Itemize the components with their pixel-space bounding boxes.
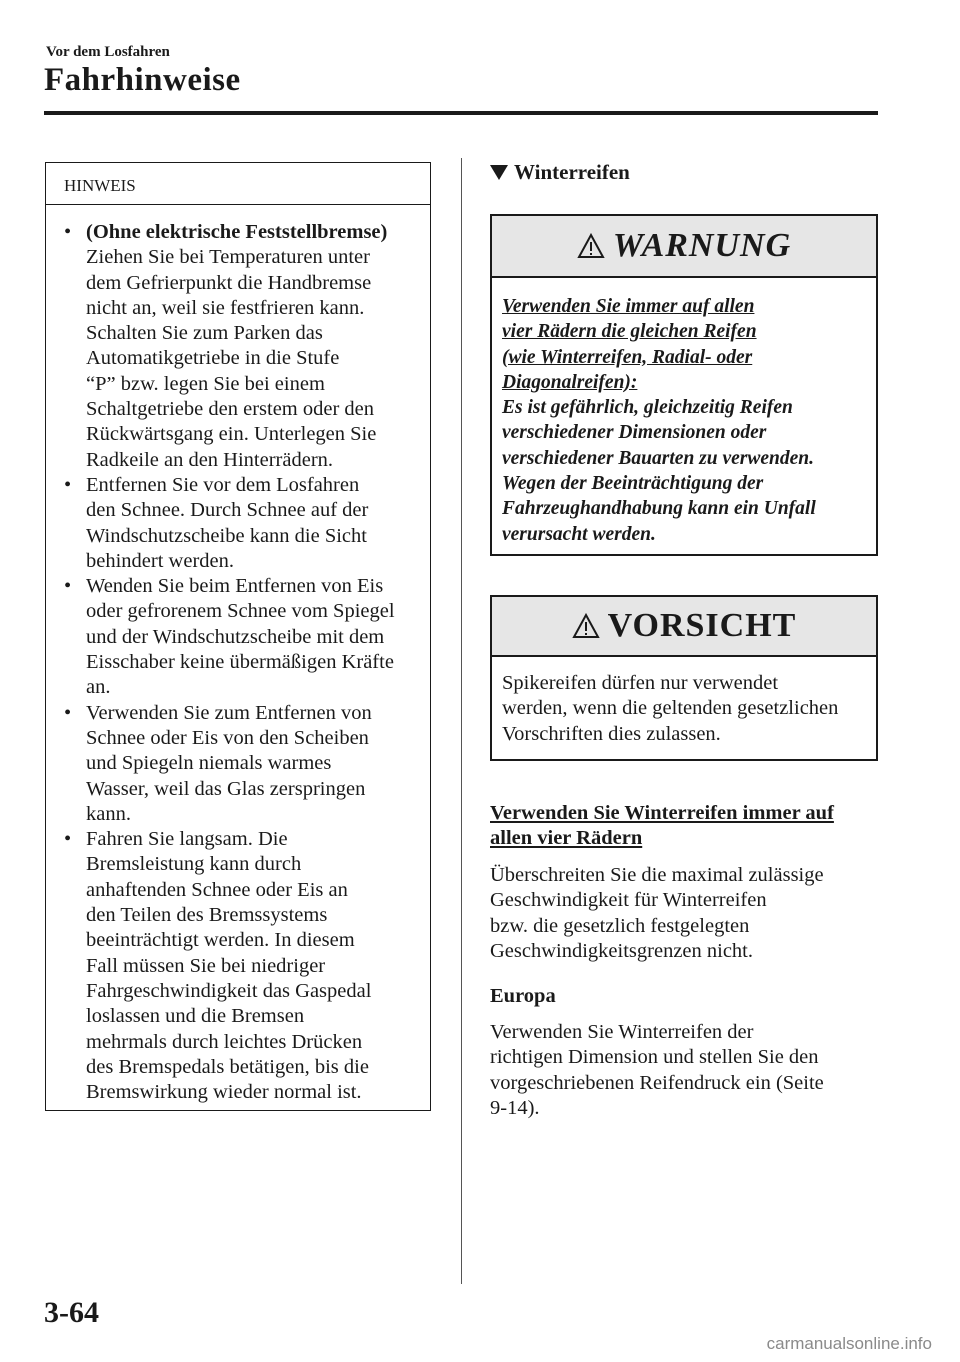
warning-line: Fahrzeughandhabung kann ein Unfall: [502, 498, 816, 520]
europe-paragraph: [490, 1020, 880, 1121]
column-divider: [461, 158, 462, 1284]
warning-line: verursacht werden.: [502, 523, 656, 545]
note-line: Fahrgeschwindigkeit das Gaspedal: [86, 979, 372, 1002]
note-item: [64, 574, 424, 700]
subsection-heading-line: allen vier Rädern: [490, 827, 643, 850]
note-line: dem Gefrierpunkt die Handbremse: [86, 271, 372, 294]
note-box: [45, 162, 431, 1111]
bullet-icon: •: [64, 575, 72, 598]
note-line: anhaftenden Schnee oder Eis an: [86, 878, 348, 901]
warning-triangle-icon: [572, 613, 600, 639]
paragraph-line: bzw. die gesetzlich festgelegten: [490, 914, 750, 937]
note-line: “P” bzw. legen Sie bei einem: [86, 372, 325, 395]
paragraph-line: Geschwindigkeit für Winterreifen: [490, 889, 767, 912]
caution-line: Spikereifen dürfen nur verwendet: [502, 672, 779, 694]
note-line: Wenden Sie beim Entfernen von Eis: [86, 575, 384, 598]
note-line: mehrmals durch leichtes Drücken: [86, 1030, 363, 1053]
note-line: Radkeile an den Hinterrädern.: [86, 448, 334, 471]
warning-underlined-line: Diagonalreifen):: [502, 371, 638, 393]
warning-line: verschiedener Bauarten zu verwenden.: [502, 447, 814, 469]
section-title-text: Winterreifen: [514, 160, 630, 184]
caution-header: [492, 597, 876, 657]
note-line: Windschutzscheibe kann die Sicht: [86, 524, 367, 547]
note-line: loslassen und die Bremsen: [86, 1005, 305, 1028]
paragraph-line: 9-14).: [490, 1096, 540, 1119]
note-line: Entfernen Sie vor dem Losfahren: [86, 473, 360, 496]
warning-underlined-line: (wie Winterreifen, Radial- oder: [502, 346, 753, 368]
warning-underlined-line: Verwenden Sie immer auf allen: [502, 296, 755, 317]
caution-title: VORSICHT: [607, 607, 797, 644]
page-title: Fahrhinweise: [44, 62, 241, 98]
subsection-paragraph: [490, 863, 880, 964]
note-line: an.: [86, 676, 111, 699]
note-line: nicht an, weil sie festfrieren kann.: [86, 296, 365, 319]
bullet-icon: •: [64, 701, 72, 724]
note-list: [46, 205, 430, 1105]
warning-line: verschiedener Dimensionen oder: [502, 422, 767, 444]
warning-title: WARNUNG: [612, 227, 792, 264]
paragraph-line: Geschwindigkeitsgrenzen nicht.: [490, 939, 754, 962]
breadcrumb: Vor dem Losfahren: [46, 44, 170, 60]
note-line: Eisschaber keine übermäßigen Kräfte: [86, 651, 394, 674]
caution-line: Vorschriften dies zulassen.: [502, 722, 721, 745]
page-number: 3-64: [44, 1296, 99, 1329]
warning-body: [492, 278, 876, 547]
paragraph-line: vorgeschriebenen Reifendruck ein (Seite: [490, 1071, 824, 1094]
warning-underlined-line: vier Rädern die gleichen Reifen: [502, 321, 757, 343]
note-line: Fall müssen Sie bei niedriger: [86, 954, 326, 977]
caution-box: [490, 595, 878, 761]
title-rule: [44, 111, 878, 115]
note-line: den Schnee. Durch Schnee auf der: [86, 499, 369, 522]
note-line: Verwenden Sie zum Entfernen von: [86, 701, 372, 724]
note-line: beeinträchtigt werden. In diesem: [86, 929, 355, 952]
paragraph-line: richtigen Dimension und stellen Sie den: [490, 1046, 819, 1069]
note-header: HINWEIS: [46, 163, 430, 205]
note-line: und Spiegeln niemals warmes: [86, 752, 332, 775]
note-item: [64, 827, 424, 1105]
note-line: Automatikgetriebe in die Stufe: [86, 347, 340, 370]
note-line: Ziehen Sie bei Temperaturen unter: [86, 246, 370, 269]
paragraph-line: Überschreiten Sie die maximal zulässige: [490, 864, 824, 886]
note-line: oder gefrorenem Schnee vom Spiegel: [86, 600, 395, 623]
note-line: Schaltgetriebe den erstem oder den: [86, 398, 375, 421]
note-line: Bremsleistung kann durch: [86, 853, 302, 876]
warning-line: Wegen der Beeinträchtigung der: [502, 473, 764, 495]
note-line: kann.: [86, 802, 131, 825]
note-line: den Teilen des Bremssystems: [86, 904, 328, 927]
note-item-bold-prefix: (Ohne elektrische Feststellbremse): [86, 221, 388, 243]
note-item: [64, 701, 424, 827]
bullet-icon: •: [64, 828, 72, 851]
caution-line: werden, wenn die geltenden gesetzlichen: [502, 697, 839, 720]
down-triangle-icon: [490, 165, 508, 180]
subsection-heading: [490, 801, 880, 852]
warning-line: Es ist gefährlich, gleichzeitig Reifen: [502, 397, 793, 419]
subsection-heading-line: Verwenden Sie Winterreifen immer auf: [490, 802, 834, 824]
note-line: Schalten Sie zum Parken das: [86, 322, 323, 345]
bullet-icon: •: [64, 473, 72, 496]
warning-box: [490, 214, 878, 556]
note-line: Fahren Sie langsam. Die: [86, 828, 288, 851]
note-line: des Bremspedals betätigen, bis die: [86, 1055, 369, 1078]
note-item: [64, 220, 424, 473]
warning-header: [492, 216, 876, 278]
note-line: Wasser, weil das Glas zerspringen: [86, 777, 366, 800]
note-line: Schnee oder Eis von den Scheiben: [86, 726, 369, 749]
note-line: Rückwärtsgang ein. Unterlegen Sie: [86, 423, 377, 446]
region-heading: Europa: [490, 985, 556, 1007]
warning-triangle-icon: [577, 233, 605, 259]
note-item: [64, 473, 424, 574]
section-title: [490, 160, 630, 185]
caution-body: [492, 657, 876, 747]
paragraph-line: Verwenden Sie Winterreifen der: [490, 1021, 754, 1043]
note-line: und der Windschutzscheibe mit dem: [86, 625, 385, 648]
watermark: carmanualsonline.info: [766, 1334, 932, 1353]
note-line: Bremswirkung wieder normal ist.: [86, 1081, 362, 1104]
bullet-icon: •: [64, 221, 72, 243]
note-line: behindert werden.: [86, 549, 234, 572]
